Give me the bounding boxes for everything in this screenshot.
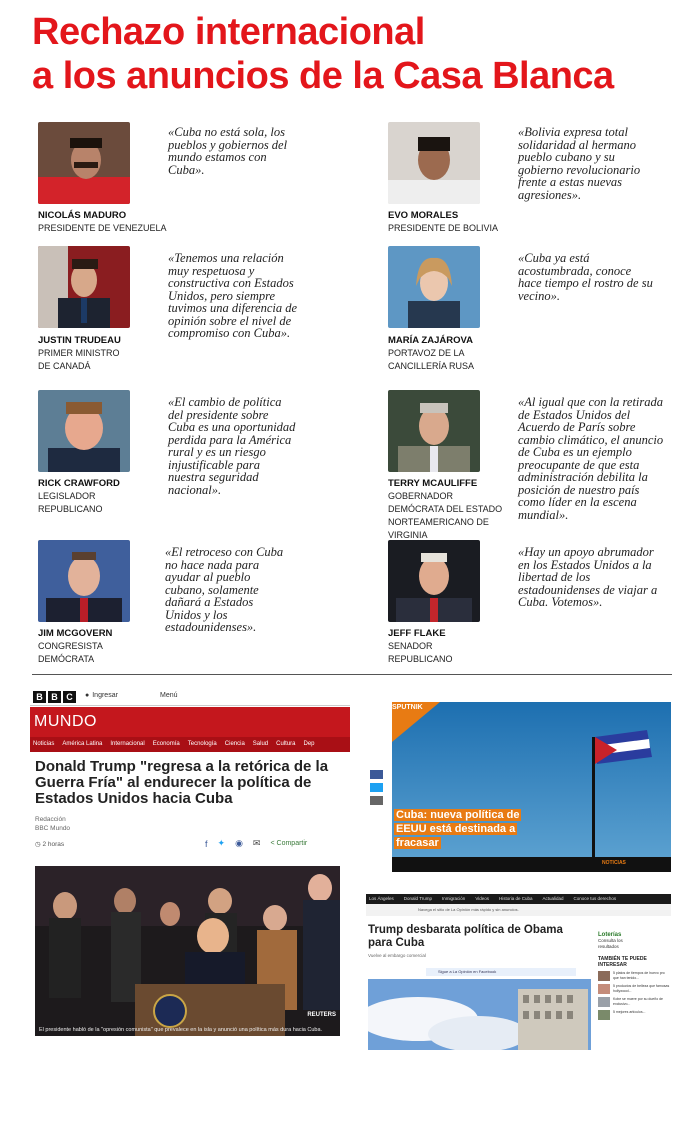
bbc-logo-letter: C: [63, 691, 76, 703]
photo-caption: El presidente habló de la "opresión comunista" que prevalece en la isla y anunció una política más dura hacia Cuba.: [39, 1026, 323, 1033]
photo-morales: [388, 122, 480, 204]
list-item[interactable]: [598, 971, 671, 981]
page-headline: [32, 10, 672, 98]
share-button[interactable]: < Compartir: [270, 840, 308, 847]
facebook-icon[interactable]: f: [205, 838, 208, 849]
sputnik-headline-text: Cuba: nueva política de EEUU está destinada a fracasar: [396, 809, 520, 849]
quote-maduro: «Cuba no está sola, los pueblos y gobiernos del mundo estamos con Cuba».: [168, 125, 288, 177]
bbc-source: BBC Mundo: [35, 825, 71, 832]
facebook-icon[interactable]: [370, 770, 383, 779]
quote-mcgovern: «El retroceso con Cuba no hace nada para ayudar al pueblo cubano, solamente dañará a Estados Unidos y los estadounidenses».: [165, 545, 284, 634]
name-flake: JEFF FLAKE: [388, 628, 446, 639]
list-item-text: Kobe se muere por su dueño de exclusivo...: [613, 997, 664, 1006]
list-item-text: 5 productos de belleza que famosas hollywood...: [613, 984, 670, 993]
photo-flake: [388, 540, 480, 622]
name-mcauliffe: TERRY MCAULIFFE: [388, 478, 478, 489]
twitter-icon[interactable]: [370, 783, 383, 792]
laopinion-follow-bar[interactable]: [426, 968, 576, 976]
laopinion-clipping: [366, 894, 671, 1050]
bbc-nav-item[interactable]: Internacional: [110, 741, 145, 747]
name-trudeau: JUSTIN TRUDEAU: [38, 335, 121, 346]
photo-crawford: [38, 390, 130, 472]
bbc-menu-link[interactable]: Menú: [160, 692, 178, 699]
name-zajarova: MARÍA ZAJÁROVA: [388, 335, 473, 346]
sputnik-headline: [394, 808, 544, 850]
quote-flake: «Hay un apoyo abrumador en los Estados Unidos a la libertad de los estadounidenses de viajar a Cuba. Votemos».: [518, 545, 658, 609]
photo-credit: REUTERS: [307, 1012, 336, 1018]
name-morales: EVO MORALES: [388, 210, 459, 221]
bbc-nav-item[interactable]: Ciencia: [224, 741, 245, 747]
email-icon[interactable]: [370, 796, 383, 805]
photo-maduro: [38, 122, 130, 204]
laopinion-nav-item[interactable]: Inmigración: [442, 896, 466, 901]
list-item-text: 5 platos de tiempos de huevo pro que han tenido...: [613, 971, 665, 980]
email-icon[interactable]: ✉: [252, 838, 261, 848]
bbc-section-banner: [30, 707, 350, 737]
laopinion-nav-item[interactable]: Donald Trump: [403, 896, 433, 901]
laopinion-nav: [366, 894, 671, 904]
bbc-clipping: [30, 686, 350, 1050]
name-mcgovern: JIM MCGOVERN: [38, 628, 113, 639]
quote-mcauliffe: «Al igual que con la retirada de Estados Unidos del Acuerdo de París sobre cambio climático, el anuncio de Cuba es un ejemplo preocupante de que esta administración debilita la posición de nuestro país como líder en la escena mundial».: [518, 395, 664, 522]
bbc-logo-letter: B: [48, 691, 61, 703]
photo-mcgovern: [38, 540, 130, 622]
bbc-nav-item[interactable]: Noticias: [33, 741, 55, 747]
laopinion-subtitle: Vuelve al embargo comercial: [368, 953, 426, 958]
laopinion-nav-item[interactable]: Videos: [475, 896, 489, 901]
quote-morales: «Bolivia expresa total solidaridad al hermano pueblo cubano y su gobierno revolucionario frente a estas nuevas agresiones».: [518, 125, 641, 202]
headline-line-1: Rechazo internacional: [32, 11, 425, 53]
messenger-icon[interactable]: ◉: [235, 838, 243, 848]
name-maduro: NICOLÁS MADURO: [38, 210, 127, 221]
name-crawford: RICK CRAWFORD: [38, 478, 120, 489]
sputnik-bar-label[interactable]: NOTICIAS: [602, 860, 626, 866]
lottery-subtitle: Consulta los resultados: [598, 938, 623, 949]
role-maduro: PRESIDENTE DE VENEZUELA: [38, 223, 167, 233]
bbc-nav-item[interactable]: Economía: [152, 741, 180, 747]
bbc-share-bar: [205, 838, 307, 849]
role-trudeau: PRIMER MINISTRO DE CANADÁ: [38, 348, 120, 371]
laopinion-nav-item[interactable]: Actualidad: [542, 896, 564, 901]
quote-crawford: «El cambio de política del presidente sobre Cuba es una oportunidad perdida para la América rural y es un riesgo injustificable para nuestra seguridad nacional».: [168, 395, 296, 497]
sputnik-bottom-bar: [392, 857, 671, 872]
list-item[interactable]: [598, 997, 671, 1007]
interest-heading: TAMBIÉN TE PUEDE INTERESAR: [598, 956, 647, 968]
photo-zajarova: [388, 246, 480, 328]
laopinion-nav-item[interactable]: Conoce tus derechos: [573, 896, 617, 901]
role-zajarova: PORTAVOZ DE LA CANCILLERÍA RUSA: [388, 348, 475, 371]
bbc-timestamp: ◷ 2 horas: [35, 841, 65, 848]
role-mcauliffe: GOBERNADOR DEMÓCRATA DEL ESTADO NORTEAMERICANO DE VIRGINIA: [388, 491, 503, 540]
bbc-article-title: Donald Trump "regresa a la retórica de la Guerra Fría" al endurecer la política de Estados Unidos hacia Cuba: [35, 758, 329, 807]
bbc-article-photo: [35, 866, 340, 1036]
photo-mcauliffe: [388, 390, 480, 472]
headline-line-2: a los anuncios de la Casa Blanca: [32, 55, 614, 97]
sputnik-clipping: [366, 702, 671, 872]
role-morales: PRESIDENTE DE BOLIVIA: [388, 223, 499, 233]
bbc-logo[interactable]: [33, 691, 76, 703]
photo-trudeau: [38, 246, 130, 328]
list-item[interactable]: [598, 984, 671, 994]
role-mcgovern: CONGRESISTA DEMÓCRATA: [38, 641, 103, 664]
bbc-nav-item[interactable]: Salud: [252, 741, 269, 747]
laopinion-follow-label: Sigue a La Opinión en Facebook: [438, 969, 497, 974]
laopinion-notice-bar: [366, 904, 671, 916]
laopinion-sidebar: [598, 932, 671, 1023]
bbc-nav-item[interactable]: Dep: [303, 741, 315, 747]
laopinion-nav-item[interactable]: Los Ángeles: [369, 896, 394, 901]
bbc-logo-letter: B: [33, 691, 46, 703]
laopinion-notice: Navega el sitio de La Opinión más rápido y sin anuncios.: [418, 907, 519, 912]
lottery-title[interactable]: Loterías: [598, 932, 622, 938]
laopinion-photo: [368, 979, 591, 1050]
role-flake: SENADOR REPUBLICANO: [388, 641, 453, 664]
bbc-section-title[interactable]: MUNDO: [34, 713, 97, 730]
list-item-text: 5 mejores artículos...: [613, 1010, 646, 1014]
bbc-author: Redacción: [35, 816, 66, 823]
bbc-login-link[interactable]: ● Ingresar: [85, 692, 118, 699]
quote-zajarova: «Cuba ya está acostumbrada, conoce hace tiempo el rostro de su vecino».: [518, 251, 653, 303]
bbc-nav: [30, 737, 350, 752]
bbc-nav-item[interactable]: América Latina: [62, 741, 103, 747]
quote-trudeau: «Tenemos una relación muy respetuosa y constructiva con Estados Unidos, pero siempre tuvimos una diferencia de opinión sobre el nivel de compromiso con Cuba».: [168, 251, 298, 340]
laopinion-headline: Trump desbarata política de Obama para Cuba: [368, 924, 563, 949]
interest-list: [598, 971, 671, 1020]
bbc-nav-item[interactable]: Cultura: [276, 741, 296, 747]
bbc-nav-item[interactable]: Tecnología: [187, 741, 217, 747]
list-item[interactable]: [598, 1010, 671, 1020]
bbc-top-bar: [30, 686, 350, 706]
sputnik-logo[interactable]: SPUTNIK: [392, 704, 423, 711]
bbc-time-value: 2 horas: [42, 841, 65, 848]
section-divider: [32, 674, 672, 675]
sputnik-share-bar: [370, 770, 383, 805]
twitter-icon[interactable]: ✦: [217, 838, 226, 848]
role-crawford: LEGISLADOR REPUBLICANO: [38, 491, 103, 514]
share-label: Compartir: [276, 840, 308, 847]
laopinion-nav-item[interactable]: Historia de Cuba: [499, 896, 533, 901]
